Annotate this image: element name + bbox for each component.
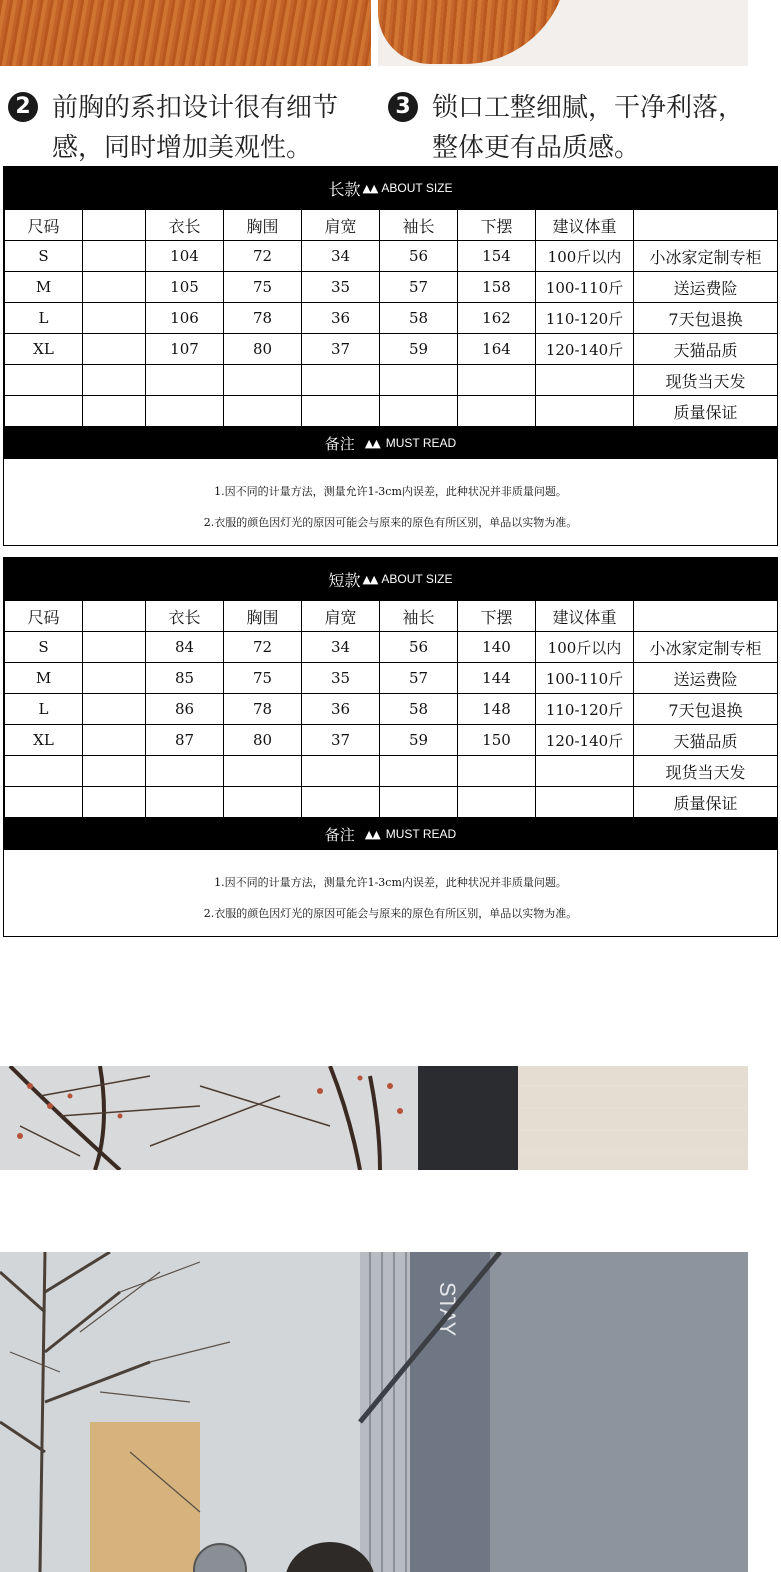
header-cell bbox=[634, 210, 778, 241]
table-cell: 80 bbox=[224, 334, 302, 365]
table-cell bbox=[5, 787, 83, 818]
table-cell: L bbox=[5, 694, 83, 725]
table-cell: 107 bbox=[146, 334, 224, 365]
table-cell bbox=[146, 787, 224, 818]
table-cell bbox=[380, 787, 458, 818]
header-cell: 建议体重 bbox=[536, 601, 634, 632]
city-street-scene bbox=[0, 1252, 748, 1572]
service-cell: 送运费险 bbox=[634, 663, 778, 694]
service-cell: 7天包退换 bbox=[634, 694, 778, 725]
number-badge: 3 bbox=[388, 92, 418, 122]
service-cell: 现货当天发 bbox=[634, 365, 778, 396]
table-cell bbox=[5, 365, 83, 396]
table-cell: 37 bbox=[302, 334, 380, 365]
notes-body bbox=[4, 850, 777, 936]
table-cell bbox=[536, 787, 634, 818]
table-cell: 120-140斤 bbox=[536, 334, 634, 365]
header-cell: 袖长 bbox=[380, 601, 458, 632]
table-cell: S bbox=[5, 241, 83, 272]
table-cell: 87 bbox=[146, 725, 224, 756]
table-cell bbox=[302, 756, 380, 787]
table-cell: 36 bbox=[302, 694, 380, 725]
table-cell bbox=[5, 756, 83, 787]
table-cell bbox=[224, 756, 302, 787]
triangle-icon: ▲▲ bbox=[364, 436, 380, 450]
service-cell: 小冰家定制专柜 bbox=[634, 241, 778, 272]
service-cell: 小冰家定制专柜 bbox=[634, 632, 778, 663]
table-row bbox=[5, 334, 778, 365]
table-cell: 86 bbox=[146, 694, 224, 725]
header-cell: 衣长 bbox=[146, 210, 224, 241]
table-cell bbox=[83, 663, 146, 694]
table-cell: 144 bbox=[458, 663, 536, 694]
service-cell: 质量保证 bbox=[634, 787, 778, 818]
table-row bbox=[5, 663, 778, 694]
header-cell: 肩宽 bbox=[302, 210, 380, 241]
table-row bbox=[5, 756, 778, 787]
note-line: 2.衣服的颜色因灯光的原因可能会与原来的原色有所区别，单品以实物为准。 bbox=[203, 907, 578, 920]
notes-title-en: MUST READ bbox=[385, 436, 457, 450]
header-cell: 建议体重 bbox=[536, 210, 634, 241]
service-cell: 天猫品质 bbox=[634, 334, 778, 365]
service-cell: 送运费险 bbox=[634, 272, 778, 303]
size-grid bbox=[4, 600, 778, 818]
size-grid bbox=[4, 209, 778, 427]
table-cell bbox=[83, 241, 146, 272]
table-cell: 34 bbox=[302, 632, 380, 663]
table-cell bbox=[83, 303, 146, 334]
table-cell: 57 bbox=[380, 272, 458, 303]
table-cell: 85 bbox=[146, 663, 224, 694]
table-cell bbox=[302, 365, 380, 396]
table-row bbox=[5, 694, 778, 725]
table-cell bbox=[83, 272, 146, 303]
header-cell: 下摆 bbox=[458, 601, 536, 632]
table-cell: S bbox=[5, 632, 83, 663]
table-cell: 120-140斤 bbox=[536, 725, 634, 756]
table-cell: 106 bbox=[146, 303, 224, 334]
table-cell: 100斤以内 bbox=[536, 632, 634, 663]
header-row bbox=[5, 601, 778, 632]
notes-title-bar bbox=[4, 427, 777, 459]
header-cell: 衣长 bbox=[146, 601, 224, 632]
trees-scene bbox=[0, 1066, 748, 1170]
knit-texture-photo bbox=[0, 0, 371, 66]
table-title: 短款 bbox=[328, 570, 361, 590]
table-cell: 34 bbox=[302, 241, 380, 272]
table-cell: 72 bbox=[224, 241, 302, 272]
street-photo-1 bbox=[0, 1066, 748, 1170]
street-photo-2 bbox=[0, 1252, 748, 1572]
feature-text: 锁口工整细腻，干净利落，整体更有品质感。 bbox=[432, 93, 745, 163]
number-badge: 2 bbox=[8, 92, 38, 122]
knit-cuff-photo bbox=[378, 0, 748, 66]
note-line: 1.因不同的计量方法，测量允许1-3cm内误差，此种状况并非质量问题。 bbox=[214, 876, 567, 889]
header-cell bbox=[83, 601, 146, 632]
table-title-en: ABOUT SIZE bbox=[381, 572, 453, 586]
table-cell: 80 bbox=[224, 725, 302, 756]
table-cell bbox=[83, 396, 146, 427]
table-title: 长款 bbox=[328, 179, 361, 199]
table-row bbox=[5, 787, 778, 818]
table-cell: 154 bbox=[458, 241, 536, 272]
table-row bbox=[5, 725, 778, 756]
table-cell: 148 bbox=[458, 694, 536, 725]
street-sign-text: STAY bbox=[435, 1282, 460, 1337]
header-cell: 肩宽 bbox=[302, 601, 380, 632]
notes-title: 备注 bbox=[324, 434, 355, 453]
note-line: 2.衣服的颜色因灯光的原因可能会与原来的原色有所区别，单品以实物为准。 bbox=[203, 516, 578, 529]
header-cell bbox=[83, 210, 146, 241]
table-cell: 56 bbox=[380, 241, 458, 272]
notes-title-bar bbox=[4, 818, 777, 850]
table-cell bbox=[146, 365, 224, 396]
triangle-icon: ▲▲ bbox=[362, 572, 378, 586]
table-cell: 140 bbox=[458, 632, 536, 663]
table-cell: 162 bbox=[458, 303, 536, 334]
table-cell: 104 bbox=[146, 241, 224, 272]
table-cell: 105 bbox=[146, 272, 224, 303]
table-cell: 72 bbox=[224, 632, 302, 663]
table-cell bbox=[302, 396, 380, 427]
table-cell bbox=[536, 756, 634, 787]
table-cell bbox=[458, 365, 536, 396]
table-cell: 58 bbox=[380, 303, 458, 334]
table-cell: 57 bbox=[380, 663, 458, 694]
header-cell: 下摆 bbox=[458, 210, 536, 241]
short-size-table bbox=[3, 557, 778, 937]
header-cell: 尺码 bbox=[5, 601, 83, 632]
table-cell bbox=[458, 756, 536, 787]
table-cell: M bbox=[5, 663, 83, 694]
table-cell: XL bbox=[5, 725, 83, 756]
table-cell: 100-110斤 bbox=[536, 272, 634, 303]
header-cell bbox=[634, 601, 778, 632]
table-title-en: ABOUT SIZE bbox=[381, 181, 453, 195]
table-cell: 150 bbox=[458, 725, 536, 756]
table-cell bbox=[536, 396, 634, 427]
table-cell bbox=[224, 365, 302, 396]
table-cell: 110-120斤 bbox=[536, 303, 634, 334]
triangle-icon: ▲▲ bbox=[362, 181, 378, 195]
service-cell: 质量保证 bbox=[634, 396, 778, 427]
notes-title-en: MUST READ bbox=[385, 827, 457, 841]
table-cell bbox=[83, 365, 146, 396]
notes-body bbox=[4, 459, 777, 545]
table-cell: 158 bbox=[458, 272, 536, 303]
header-cell: 袖长 bbox=[380, 210, 458, 241]
table-cell: 84 bbox=[146, 632, 224, 663]
header-cell: 胸围 bbox=[224, 601, 302, 632]
table-cell: 78 bbox=[224, 303, 302, 334]
header-cell: 胸围 bbox=[224, 210, 302, 241]
table-cell: 100斤以内 bbox=[536, 241, 634, 272]
table-cell: 164 bbox=[458, 334, 536, 365]
table-cell: M bbox=[5, 272, 83, 303]
table-cell bbox=[83, 725, 146, 756]
table-cell bbox=[380, 756, 458, 787]
table-cell bbox=[380, 365, 458, 396]
table-cell bbox=[380, 396, 458, 427]
table-cell: 37 bbox=[302, 725, 380, 756]
notes-title: 备注 bbox=[324, 825, 355, 844]
table-cell bbox=[224, 787, 302, 818]
table-cell: 36 bbox=[302, 303, 380, 334]
header-row bbox=[5, 210, 778, 241]
table-cell: 59 bbox=[380, 725, 458, 756]
table-cell: 59 bbox=[380, 334, 458, 365]
table-cell: 75 bbox=[224, 663, 302, 694]
note-line: 1.因不同的计量方法，测量允许1-3cm内误差，此种状况并非质量问题。 bbox=[214, 485, 567, 498]
table-cell bbox=[83, 756, 146, 787]
service-cell: 7天包退换 bbox=[634, 303, 778, 334]
table-title-bar bbox=[4, 167, 777, 209]
table-title-bar bbox=[4, 558, 777, 600]
service-cell: 天猫品质 bbox=[634, 725, 778, 756]
table-row bbox=[5, 241, 778, 272]
triangle-icon: ▲▲ bbox=[364, 827, 380, 841]
table-cell bbox=[302, 787, 380, 818]
table-cell bbox=[536, 365, 634, 396]
long-size-table bbox=[3, 166, 778, 546]
table-cell: L bbox=[5, 303, 83, 334]
table-cell: 58 bbox=[380, 694, 458, 725]
table-cell: 56 bbox=[380, 632, 458, 663]
table-cell bbox=[146, 396, 224, 427]
table-cell bbox=[83, 787, 146, 818]
table-row bbox=[5, 632, 778, 663]
table-cell bbox=[5, 396, 83, 427]
table-cell bbox=[83, 694, 146, 725]
service-cell: 现货当天发 bbox=[634, 756, 778, 787]
table-cell: 78 bbox=[224, 694, 302, 725]
table-row bbox=[5, 272, 778, 303]
table-cell bbox=[458, 787, 536, 818]
table-cell: XL bbox=[5, 334, 83, 365]
table-cell: 35 bbox=[302, 272, 380, 303]
table-cell: 35 bbox=[302, 663, 380, 694]
table-cell bbox=[83, 334, 146, 365]
table-row bbox=[5, 396, 778, 427]
table-row bbox=[5, 303, 778, 334]
table-cell bbox=[458, 396, 536, 427]
table-cell bbox=[146, 756, 224, 787]
feature-text: 前胸的系扣设计很有细节感，同时增加美观性。 bbox=[52, 93, 339, 163]
table-cell: 75 bbox=[224, 272, 302, 303]
table-cell: 110-120斤 bbox=[536, 694, 634, 725]
table-cell: 100-110斤 bbox=[536, 663, 634, 694]
table-cell bbox=[224, 396, 302, 427]
header-cell: 尺码 bbox=[5, 210, 83, 241]
knit-detail-photos bbox=[0, 0, 781, 66]
table-cell bbox=[83, 632, 146, 663]
table-row bbox=[5, 365, 778, 396]
